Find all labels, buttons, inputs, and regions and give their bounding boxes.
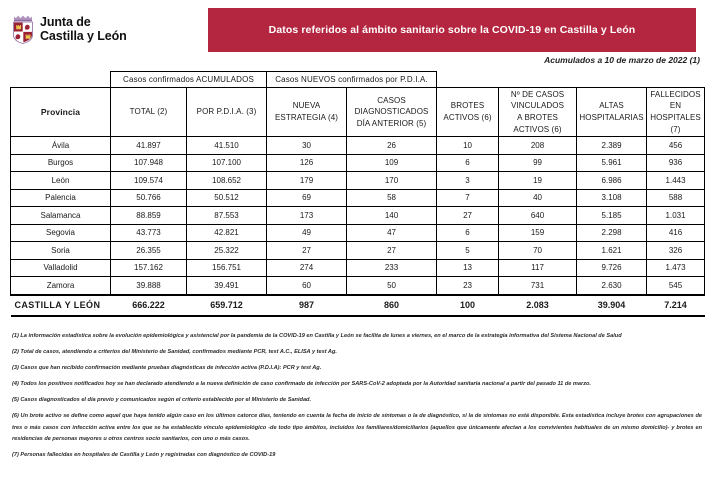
cell-dia_anterior: 26	[347, 137, 437, 155]
cell-casos_vinculados: 208	[499, 137, 577, 155]
col-header-por-pdia-l1: POR P.D.I.A. (3)	[196, 107, 257, 117]
table-head	[11, 72, 705, 137]
col-header-fallecidos-l4: (7)	[670, 124, 681, 134]
cell-fallecidos: 588	[647, 189, 705, 207]
col-header-dia-anterior-l1: CASOS	[377, 95, 406, 105]
covid-data-table	[10, 71, 705, 317]
cell-total: 109.574	[111, 172, 187, 190]
cell-pdia: 42.821	[187, 224, 267, 242]
footnote-7: (7) Personas fallecidas en hospitales de Castilla y León y registradas con diagnóstico de COVID-19	[12, 452, 276, 458]
cell-nueva_estrategia: 60	[267, 277, 347, 295]
cell-casos_vinculados: 99	[499, 154, 577, 172]
total-cell-total: 666.222	[111, 295, 187, 316]
cell-pdia: 50.512	[187, 189, 267, 207]
cell-provincia: Salamanca	[11, 207, 111, 225]
footnote-6: (6) Un brote activo se define como aquel que haya tenido algún caso en los últimos catorce días, teniendo en cuenta la fecha de inicio de síntomas o la de diagnóstico, si la de síntomas no está disponible. Esta estadística incluye brotes con agrupaciones de tres o más casos con infección activa entre los que se ha establecido vínculo epidemiológico -de todo tipo ámbitos, incluidos los familiares/domiciliarios (aquellos que únicamente afectan a los convivientes habituales de un mismo domicilio)- y brotes en residencias de personas mayores u otros centros socio sanitarios, con uno o más casos.	[12, 413, 702, 442]
cell-dia_anterior: 47	[347, 224, 437, 242]
col-header-nueva-estrategia	[267, 88, 347, 137]
table-row	[11, 172, 705, 190]
group-header-nuevos: Casos NUEVOS confirmados por P.D.I.A.	[267, 72, 437, 88]
cell-dia_anterior: 170	[347, 172, 437, 190]
col-header-por-pdia	[187, 88, 267, 137]
cell-pdia: 41.510	[187, 137, 267, 155]
cell-nueva_estrategia: 173	[267, 207, 347, 225]
col-header-altas-l2: HOSPITALARIAS	[579, 113, 644, 122]
brand-line-1: Junta de	[40, 14, 91, 29]
total-cell-pdia: 659.712	[187, 295, 267, 316]
cell-brotes_activos: 7	[437, 189, 499, 207]
cell-brotes_activos: 27	[437, 207, 499, 225]
cell-provincia: Segovia	[11, 224, 111, 242]
col-header-fallecidos-l2: EN	[669, 101, 682, 111]
cell-fallecidos: 1.031	[647, 207, 705, 225]
total-cell-dia_anterior: 860	[347, 295, 437, 316]
cell-total: 88.859	[111, 207, 187, 225]
cell-casos_vinculados: 70	[499, 242, 577, 260]
brand-line-2: Castilla y León	[40, 29, 127, 43]
cell-nueva_estrategia: 126	[267, 154, 347, 172]
col-header-casos-vinculados-l4: ACTIVOS (6)	[513, 124, 562, 134]
table-row	[11, 154, 705, 172]
page-header	[0, 0, 714, 50]
group-header-empty-left	[11, 72, 111, 88]
col-header-provincia	[11, 88, 111, 137]
cell-nueva_estrategia: 274	[267, 259, 347, 277]
page-title: Datos referidos al ámbito sanitario sobre la COVID-19 en Castilla y León	[268, 24, 636, 36]
table-group-header-row	[11, 72, 705, 88]
brand-name	[40, 15, 127, 44]
cell-total: 26.355	[111, 242, 187, 260]
col-header-altas-l1: ALTAS	[599, 101, 624, 111]
cell-provincia: Burgos	[11, 154, 111, 172]
cell-nueva_estrategia: 69	[267, 189, 347, 207]
data-table-wrapper	[0, 65, 714, 317]
cell-altas: 3.108	[577, 189, 647, 207]
cell-provincia: Ávila	[11, 137, 111, 155]
cell-altas: 2.630	[577, 277, 647, 295]
col-header-casos-vinculados-l1: Nº DE CASOS	[510, 89, 565, 99]
total-cell-nueva_estrategia: 987	[267, 295, 347, 316]
cell-provincia: Zamora	[11, 277, 111, 295]
col-header-casos-vinculados-l2: VINCULADOS	[511, 101, 565, 111]
table-total-row	[11, 295, 705, 316]
cell-casos_vinculados: 159	[499, 224, 577, 242]
cell-nueva_estrategia: 179	[267, 172, 347, 190]
footnote-4: (4) Todos los positivos notificados hoy se han declarado atendiendo a la nueva definición de caso confirmado de infección por SARS-CoV-2 adoptada por la Autoridad sanitaria nacional a partir del pasado 11 de marzo.	[12, 381, 591, 388]
table-row	[11, 277, 705, 295]
cell-nueva_estrategia: 49	[267, 224, 347, 242]
col-header-casos-vinculados	[499, 88, 577, 137]
table-row	[11, 137, 705, 155]
col-header-fallecidos	[647, 88, 705, 137]
cell-altas: 2.389	[577, 137, 647, 155]
total-cell-fallecidos: 7.214	[647, 295, 705, 316]
cell-total: 39.888	[111, 277, 187, 295]
table-row	[11, 242, 705, 260]
col-header-provincia-l1: Provincia	[40, 106, 81, 117]
cell-pdia: 87.553	[187, 207, 267, 225]
cell-brotes_activos: 3	[437, 172, 499, 190]
cell-altas: 1.621	[577, 242, 647, 260]
col-header-brotes-activos-l2: ACTIVOS (6)	[443, 113, 492, 122]
col-header-nueva-estrategia-l2: ESTRATEGIA (4)	[274, 113, 339, 122]
cell-dia_anterior: 27	[347, 242, 437, 260]
table-row	[11, 207, 705, 225]
cell-brotes_activos: 13	[437, 259, 499, 277]
cell-total: 50.766	[111, 189, 187, 207]
col-header-total	[111, 88, 187, 137]
title-banner	[208, 8, 696, 52]
cell-dia_anterior: 58	[347, 189, 437, 207]
cell-altas: 6.986	[577, 172, 647, 190]
cell-dia_anterior: 233	[347, 259, 437, 277]
cell-fallecidos: 326	[647, 242, 705, 260]
cell-casos_vinculados: 640	[499, 207, 577, 225]
table-row	[11, 224, 705, 242]
footnote-1: (1) La información estadística sobre la evolución epidemiológica y asistencial por la pandemia de la COVID-19 en Castilla y León se facilita de lunes a viernes, en el marco de la estrategia informativa del Sistema Nacional de Salud	[12, 332, 622, 339]
cell-altas: 5.961	[577, 154, 647, 172]
cell-fallecidos: 936	[647, 154, 705, 172]
cell-dia_anterior: 50	[347, 277, 437, 295]
cell-provincia: Soria	[11, 242, 111, 260]
col-header-dia-anterior-l3: DÍA ANTERIOR (5)	[356, 118, 427, 128]
cell-pdia: 39.491	[187, 277, 267, 295]
cell-provincia: Valladolid	[11, 259, 111, 277]
coat-of-arms-icon	[10, 14, 36, 44]
col-header-fallecidos-l3: HOSPITALES	[650, 113, 701, 122]
cell-dia_anterior: 109	[347, 154, 437, 172]
col-header-brotes-activos	[437, 88, 499, 137]
cell-fallecidos: 545	[647, 277, 705, 295]
col-header-fallecidos-l1: FALLECIDOS	[650, 89, 701, 99]
cell-brotes_activos: 23	[437, 277, 499, 295]
footnote-2: (2) Total de casos, atendiendo a criterios del Ministerio de Sanidad, confirmados mediante PCR, test A.C., ELISA y test Ag.	[12, 348, 337, 355]
cell-casos_vinculados: 117	[499, 259, 577, 277]
table-column-header-row	[11, 88, 705, 137]
table-body	[11, 137, 705, 316]
cell-total: 107.948	[111, 154, 187, 172]
table-row	[11, 259, 705, 277]
cell-casos_vinculados: 40	[499, 189, 577, 207]
col-header-dia-anterior	[347, 88, 437, 137]
report-date-subtitle: Acumulados a 10 de marzo de 2022 (1)	[544, 55, 700, 65]
cell-provincia: Palencia	[11, 189, 111, 207]
cell-dia_anterior: 140	[347, 207, 437, 225]
cell-pdia: 25.322	[187, 242, 267, 260]
cell-fallecidos: 1.443	[647, 172, 705, 190]
footnotes	[0, 317, 714, 462]
cell-casos_vinculados: 731	[499, 277, 577, 295]
cell-fallecidos: 456	[647, 137, 705, 155]
cell-provincia: León	[11, 172, 111, 190]
total-cell-altas: 39.904	[577, 295, 647, 316]
cell-nueva_estrategia: 27	[267, 242, 347, 260]
col-header-brotes-activos-l1: BROTES	[450, 101, 485, 111]
cell-pdia: 156.751	[187, 259, 267, 277]
group-header-acumulados: Casos confirmados ACUMULADOS	[111, 72, 267, 88]
col-header-dia-anterior-l2: DIAGNOSTICADOS	[354, 107, 429, 117]
table-row	[11, 189, 705, 207]
total-cell-provincia: CASTILLA Y LEÓN	[11, 295, 111, 316]
col-header-total-l1: TOTAL (2)	[129, 107, 168, 117]
footnote-5: (5) Casos diagnosticados el día previo y comunicados según el criterio establecido por el Ministerio de Sanidad.	[12, 397, 312, 404]
cell-nueva_estrategia: 30	[267, 137, 347, 155]
cell-total: 157.162	[111, 259, 187, 277]
cell-altas: 5.185	[577, 207, 647, 225]
cell-pdia: 108.652	[187, 172, 267, 190]
cell-fallecidos: 416	[647, 224, 705, 242]
brand-logo	[10, 8, 200, 50]
cell-fallecidos: 1.473	[647, 259, 705, 277]
footnote-3: (3) Casos que han recibido confirmación mediante pruebas diagnósticas de infección activa (P.D.I.A): PCR y test Ag.	[12, 364, 322, 371]
col-header-altas-hospitalarias	[577, 88, 647, 137]
cell-total: 41.897	[111, 137, 187, 155]
cell-total: 43.773	[111, 224, 187, 242]
cell-brotes_activos: 10	[437, 137, 499, 155]
col-header-nueva-estrategia-l1: NUEVA	[292, 101, 321, 111]
cell-pdia: 107.100	[187, 154, 267, 172]
cell-casos_vinculados: 19	[499, 172, 577, 190]
total-cell-casos_vinculados: 2.083	[499, 295, 577, 316]
cell-brotes_activos: 6	[437, 154, 499, 172]
cell-brotes_activos: 5	[437, 242, 499, 260]
cell-altas: 2.298	[577, 224, 647, 242]
group-header-empty-right	[437, 72, 705, 88]
cell-brotes_activos: 6	[437, 224, 499, 242]
total-cell-brotes_activos: 100	[437, 295, 499, 316]
cell-altas: 9.726	[577, 259, 647, 277]
col-header-casos-vinculados-l3: A BROTES	[517, 113, 558, 122]
